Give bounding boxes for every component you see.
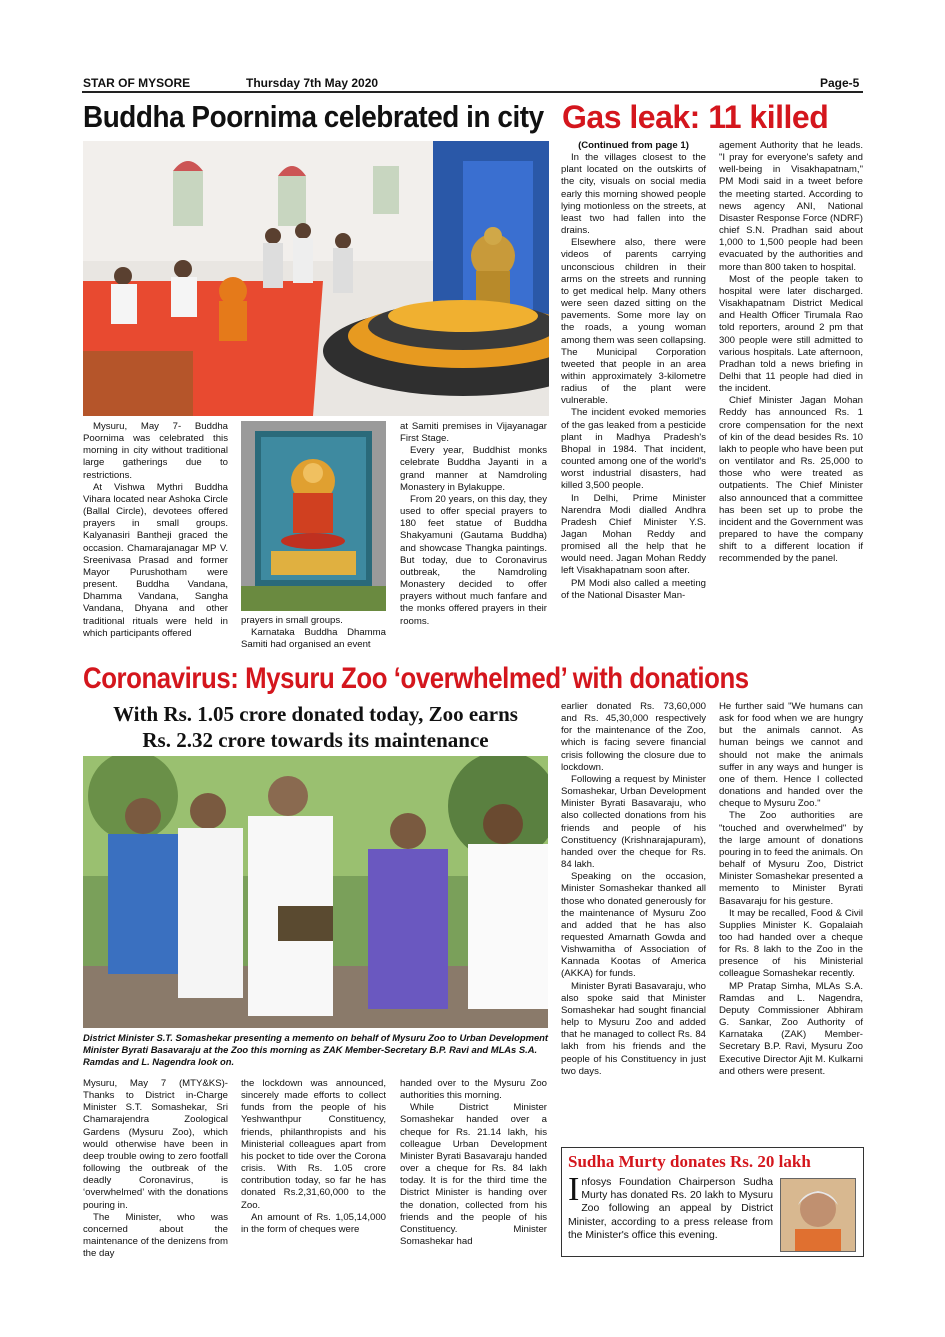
zoo-memento-illustration: [83, 756, 548, 1028]
buddha-column-2: [241, 615, 386, 651]
zoo-subhead-2: Rs. 2.32 crore towards its maintenance: [142, 728, 489, 752]
buddha-para: Mysuru, May 7- Buddha Poornima was celebrated this morning in city without traditional large gatherings due to restrictions.: [83, 421, 228, 481]
sudha-murty-portrait: [780, 1178, 856, 1252]
buddha-column-1: [83, 421, 228, 640]
zoo-subhead-1: With Rs. 1.05 crore donated today, Zoo earns: [113, 702, 518, 726]
zoo-column-3: [400, 1078, 547, 1248]
zoo-para: An amount of Rs. 1,05,14,000 in the form of cheques were: [241, 1211, 386, 1235]
gas-column-2: [719, 140, 863, 565]
zoo-para: The Zoo authorities are "touched and overwhelmed" by the large amount of donations pouring in to feed the animals. On behalf of Mysuru Zoo, District Minister Somashekar presented a memento to Minister Byrati Basavaraju for his gesture.: [719, 810, 863, 907]
buddha-headline: Buddha Poornima celebrated in city: [83, 99, 544, 134]
sudha-headline: Sudha Murty donates Rs. 20 lakh: [568, 1152, 811, 1171]
thangka-illustration: [241, 421, 386, 611]
continued-note: (Continued from page 1): [578, 140, 689, 151]
zoo-memento-photo: [83, 756, 548, 1028]
zoo-para: While District Minister Somashekar handed over a cheque for Rs. 21.14 lakh, his colleague Urban Development Minister Byrati Basavaraju handed over a cheque for Rs. 84 lakh today. It is for the third time the District Minister is handing over the donation, collected from his friends and the people of his Constituency. Minister Somashekar had: [400, 1102, 547, 1248]
sudha-murty-box: [561, 1147, 864, 1257]
gas-column-1: [561, 140, 706, 602]
buddha-para: Karnataka Buddha Dhamma Samiti had organised an event: [241, 627, 386, 651]
zoo-para: the lockdown was announced, sincerely made efforts to collect funds from the people of his Yeshwanthpur Constituency, friends, philanthropists and his Ministerial colleagues apart from his pocket to tide over the Corona crisis. With Rs. 1.05 crore contribution today, so far he has donated Rs.2,31,60,000 to the Zoo.: [241, 1078, 386, 1211]
zoo-para: MP Pratap Simha, MLAs S.A. Ramdas and L. Nagendra, Deputy Commissioner Abhiram G. Sankar, Zoo Authority of Karnataka (ZAK) Member-Secretary B.P. Ravi, Mysuru Zoo Executive Director Ajit M. Kulkarni and others were present.: [719, 980, 863, 1077]
thangka-painting-photo: [241, 421, 386, 611]
zoo-column-4: [561, 701, 706, 1078]
buddha-vihara-illustration: [83, 141, 549, 416]
buddha-column-3: [400, 421, 547, 628]
portrait-illustration: [781, 1179, 855, 1251]
gas-para: Chief Minister Jagan Mohan Reddy has announced Rs. 1 crore compensation for the next of kin of the dead besides Rs. 10 lakh to people who have been put on ventilator and Rs. 25,000 to those who were treated as outpatients. The Chief Minister also announced that a committee has been set up to probe the incident and the Government was prepared to have the company shift to a different location if recommended by the panel.: [719, 395, 863, 565]
issue-date: Thursday 7th May 2020: [246, 76, 379, 90]
buddha-vihara-photo: [83, 141, 549, 416]
zoo-column-5: [719, 701, 863, 1078]
buddha-para: Every year, Buddhist monks celebrate Buddha Jayanti in a grand manner at Namdroling Monastery in Bylakuppe.: [400, 445, 547, 493]
zoo-photo-caption: District Minister S.T. Somashekar presenting a memento on behalf of Mysuru Zoo to Urban Development Minister Byrati Basavaraju at the Zoo this morning as ZAK Member-Secretary B.P. Ravi and MLAs S.A. Ramdas and L. Nagendra look on.: [83, 1032, 549, 1067]
zoo-para: Following a request by Minister Somashekar, Urban Development Minister Byrati Basavaraju, who also collected donations from his friends and people of his Constituency (Krishnarajapuram), handed over the cheque for Rs. 84 lakh.: [561, 773, 706, 871]
buddha-para: At Vishwa Mythri Buddha Vihara located near Ashoka Circle (Ballal Circle), devotees offered prayers in small groups. Kalyanasiri Bantheji graced the occasion. Chamarajanagar MP V. Sreenivasa Prasad and former Mayor Purushotham were present. Buddha Vandana, Dhamma Vandana, Sangha Vandana, Dhyana and other traditional rituals were held in which participants offered: [83, 481, 228, 639]
buddha-para: From 20 years, on this day, they used to offer special prayers to 180 feet statue of Buddha Shakyamuni (Gautama Buddha) and showcase Thangka paintings. But today, due to Coronavirus outbreak, the Namdroling Monastery decided to offer prayers without much fanfare and the monks offered prayers in their rooms.: [400, 493, 547, 627]
header-rule: [82, 91, 863, 93]
sudha-dropcap: I: [568, 1171, 580, 1208]
page-number: Page-5: [820, 76, 860, 90]
gas-para: PM Modi also called a meeting of the National Disaster Man-: [561, 577, 706, 601]
buddha-para: at Samiti premises in Vijayanagar First Stage.: [400, 421, 547, 445]
gas-para: The incident evoked memories of the gas leaked from a pesticide plant in Madhya Pradesh's Bhopal in 1984. That incident, counted among one of the world's worst industrial disasters, had killed 3,500 people.: [561, 407, 706, 492]
zoo-column-1: [83, 1078, 228, 1260]
sudha-body-text: nfosys Foundation Chairperson Sudha Murty has donated Rs. 20 lakh to Mysuru Zoo following an appeal by District Minister, according to a press release from the Minister's office this evening.: [568, 1177, 773, 1241]
zoo-para: handed over to the Mysuru Zoo authorities this morning.: [400, 1078, 547, 1102]
gas-para: Most of the people taken to hospital were later discharged. Visakhapatnam District Medical and Health Officer Tirumala Rao told reporters, around 2 pm that 300 people were still admitted to various hospitals. Late afternoon, Pradhan told a news briefing in Delhi that 11 people had died in the incident.: [719, 273, 863, 395]
gas-para: In Delhi, Prime Minister Narendra Modi dialled Andhra Pradesh Chief Minister Y.S. Jagan Mohan Reddy and promised all the help that he would need. Jagan Mohan Reddy left Visakhapatnam soon after.: [561, 492, 706, 577]
paper-name: STAR OF MYSORE: [83, 76, 191, 90]
zoo-headline: Coronavirus: Mysuru Zoo ‘overwhelmed’ with donations: [83, 662, 749, 695]
zoo-para: earlier donated Rs. 73,60,000 and Rs. 45,30,000 respectively for the maintenance of the Zoo, which is facing severe financial crisis following the closure due to lockdown.: [561, 701, 706, 773]
zoo-para: He further said "We humans can ask for food when we are hungry but the animals cannot. As human beings we cannot and should not make the animals suffer in any ways and hunger is one of them. Hence I collected donations and handed over the cheque to Mysuru Zoo.": [719, 701, 863, 810]
zoo-para: Minister Byrati Basavaraju, who also spoke said that Minister Somashekar had sought financial help to Mysuru Zoo and added that he managed to collect Rs. 84 lakh from his friends and the people of his Constituency in just two days.: [561, 980, 706, 1077]
zoo-para: It may be recalled, Food & Civil Supplies Minister K. Gopalaiah too had handed over a cheque for Rs. 8 lakh to the Zoo in the presence of his Ministerial colleague Somashekar recently.: [719, 907, 863, 980]
sudha-body: [568, 1171, 773, 1242]
gas-headline: Gas leak: 11 killed: [562, 99, 829, 135]
zoo-para: Speaking on the occasion, Minister Somashekar thanked all those who donated generously for the maintenance of Mysuru Zoo and added that he has also requested Amarnath Gowda and Vishwamitha of Association of Kannada Kootas of America (AKKA) for funds.: [561, 871, 706, 980]
gas-para: In the villages closest to the plant located on the outskirts of the city, visuals on social media early this morning showed people lying motionless on the streets, at least two had fallen into the drains.: [561, 152, 706, 237]
gas-para: agement Authority that he leads. "I pray for everyone's safety and well-being in Visakhapatnam," PM Modi said in a tweet before the meeting started. According to news agency ANI, National Disaster Response Force (NDRF) chief S.N. Pradhan said about 1,000 to 1,500 people had been evacuated by the authorities and more than 800 taken to hospital.: [719, 140, 863, 273]
buddha-para: prayers in small groups.: [241, 615, 343, 626]
zoo-column-2: [241, 1078, 386, 1236]
zoo-para: Mysuru, May 7 (MTY&KS)- Thanks to District in-Charge Minister S.T. Somashekar, Sri Chamarajendra Zoological Gardens (Mysuru Zoo), which would otherwise have been in deep trouble owing to zero footfall following the outbreak of the deadly Coronavirus, is ‘overwhelmed’ with the donations pouring in.: [83, 1078, 228, 1211]
gas-para: Elsewhere also, there were videos of parents carrying unconscious children in their arms on the streets and running to get medical help. Many others were seen dazed sitting on the pavements. Some more lay on the roads, a young woman among them was seen collapsing. The Municipal Corporation tweeted that people in an area within approximately 3-kilometre radius of the plant were vulnerable.: [561, 237, 706, 407]
zoo-para: The Minister, who was concerned about the maintenance of the denizens from the day: [83, 1211, 228, 1260]
